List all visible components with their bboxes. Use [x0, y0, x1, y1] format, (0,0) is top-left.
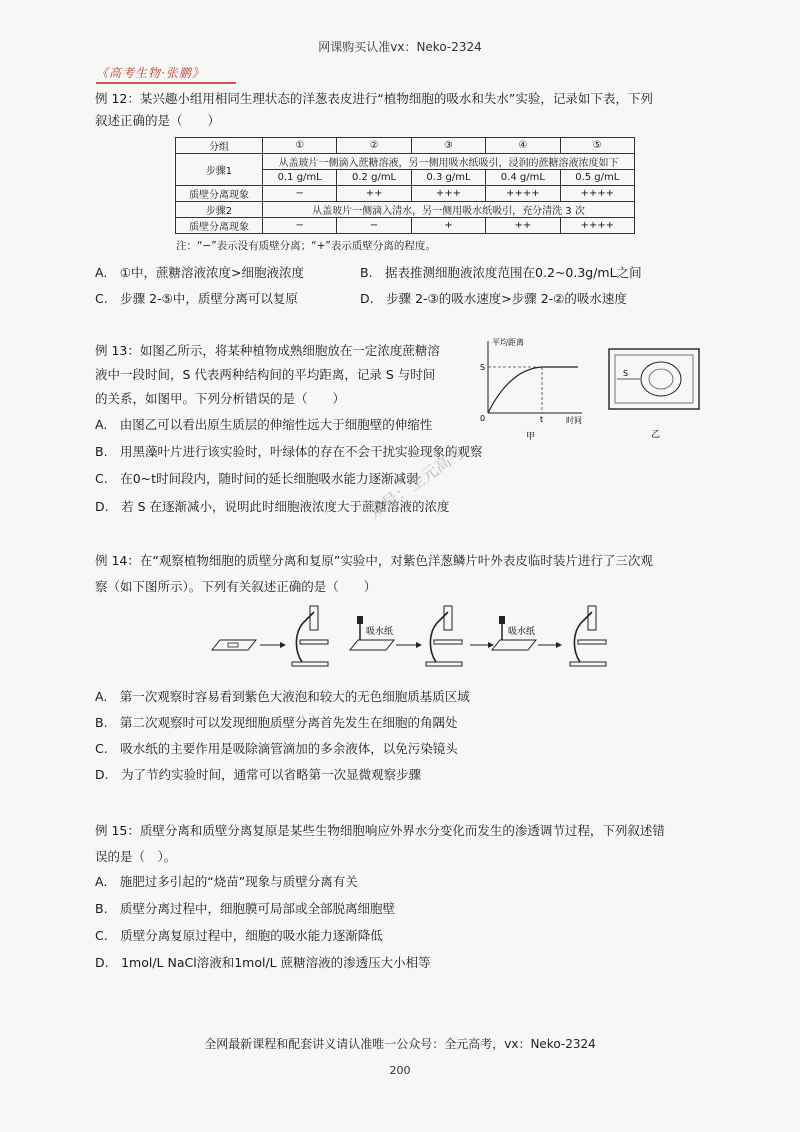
table-cell: +	[411, 218, 485, 234]
table-row	[176, 138, 635, 154]
arrow-4-head	[556, 642, 562, 648]
table-cell: ++	[486, 218, 560, 234]
table-row	[176, 186, 635, 202]
table-cell: −	[337, 218, 411, 234]
microscope-3	[570, 606, 606, 666]
q15-stem-line1: 例 15：质壁分离和质壁分离复原是某些生物细胞响应外界水分变化而发生的渗透调节过程，下列叙述错	[95, 823, 665, 838]
slide-1	[212, 640, 256, 650]
table-cell: ①	[263, 138, 337, 154]
q15-option-b: B. 质壁分离过程中，细胞膜可局部或全部脱离细胞壁	[95, 901, 396, 916]
figure-caption-jia: 甲	[526, 432, 536, 442]
brand-label: 《高考生物·张鹏》	[96, 66, 205, 80]
q13-stem-line3: 的关系，如图甲。下列分析错误的是（ ）	[95, 391, 346, 406]
table-cell: 0.3 g/mL	[411, 170, 485, 186]
s-curve	[488, 367, 578, 413]
q12-option-a: A. ①中，蔗糖溶液浓度>细胞液浓度	[95, 265, 304, 280]
table-cell: 质壁分离现象	[176, 218, 263, 234]
table-row	[176, 218, 635, 234]
blotting-paper-label-1: 吸水纸	[366, 627, 394, 637]
q13-option-b: B. 用黑藻叶片进行该实验时，叶绿体的存在不会干扰实验现象的观察	[95, 444, 483, 459]
microscope-1	[292, 606, 328, 666]
table-cell: ++++	[560, 186, 634, 202]
x-axis-label: 时间	[566, 416, 582, 425]
q12-option-d: D. 步骤 2-③的吸水速度>步骤 2-②的吸水速度	[360, 291, 627, 306]
vacuole	[649, 369, 673, 389]
q14-option-a: A. 第一次观察时容易看到紫色大液泡和较大的无色细胞质基质区域	[95, 689, 470, 704]
table-cell: 0.2 g/mL	[337, 170, 411, 186]
s-tick-label: S	[480, 363, 486, 372]
table-cell: 步骤2	[176, 202, 263, 218]
page-header: 网课购买认准vx：Neko-2324	[318, 40, 482, 54]
table-row	[176, 202, 635, 218]
origin-label: 0	[480, 414, 486, 423]
table-cell: 步骤1	[176, 154, 263, 186]
q13-stem-line1: 例 13：如图乙所示，将某种植物成熟细胞放在一定浓度蔗糖溶	[95, 343, 440, 358]
table-cell: −	[263, 186, 337, 202]
q15-option-c: C. 质壁分离复原过程中，细胞的吸水能力逐渐降低	[95, 928, 383, 943]
table-cell: 从盖玻片一侧滴入蔗糖溶液，另一侧用吸水纸吸引，浸润的蔗糖溶液浓度如下	[263, 154, 635, 170]
page-footer: 全网最新课程和配套讲义请认准唯一公众号：全元高考，vx：Neko-2324	[204, 1037, 596, 1051]
q14-option-d: D. 为了节约实验时间，通常可以省略第一次显微观察步骤	[95, 767, 422, 782]
q14-stem-line2: 察（如下图所示）。下列有关叙述正确的是（ ）	[95, 579, 377, 594]
table-cell: −	[263, 218, 337, 234]
table-cell: 0.1 g/mL	[263, 170, 337, 186]
q12-option-c: C. 步骤 2-⑤中，质壁分离可以复原	[95, 291, 298, 306]
table-cell: 从盖玻片一侧滴入清水，另一侧用吸水纸吸引，充分清洗 3 次	[263, 202, 635, 218]
table-cell: ⑤	[560, 138, 634, 154]
q14-option-b: B. 第二次观察时可以发现细胞质壁分离首先发生在细胞的角隅处	[95, 715, 458, 730]
s-label: S	[623, 369, 629, 378]
table-cell: 0.5 g/mL	[560, 170, 634, 186]
table-cell: ④	[486, 138, 560, 154]
table-cell: 0.4 g/mL	[486, 170, 560, 186]
arrow-3-head	[488, 642, 494, 648]
q13-figure-yi	[605, 345, 705, 445]
q13-option-d: D. 若 S 在逐渐减小，说明此时细胞液浓度大于蔗糖溶液的浓度	[95, 499, 450, 514]
q13-stem-line2: 液中一段时间，S 代表两种结构间的平均距离，记录 S 与时间	[95, 367, 436, 382]
table-cell: ++++	[560, 218, 634, 234]
table-row	[176, 154, 635, 170]
table-cell: 质壁分离现象	[176, 186, 263, 202]
q14-option-c: C. 吸水纸的主要作用是吸除滴管滴加的多余液体，以免污染镜头	[95, 741, 458, 756]
q14-procedure-figure	[210, 600, 630, 680]
table-cell: +++	[411, 186, 485, 202]
figure-caption-yi: 乙	[651, 430, 661, 440]
q13-option-c: C. 在0~t时间段内，随时间的延长细胞吸水能力逐渐减弱	[95, 471, 419, 486]
table-cell: ③	[411, 138, 485, 154]
microscope-2	[426, 606, 462, 666]
blotting-paper-label-2: 吸水纸	[508, 627, 536, 637]
q15-option-d: D. 1mol/L NaCl溶液和1mol/L 蔗糖溶液的渗透压大小相等	[95, 955, 431, 970]
t-tick-label: t	[540, 415, 544, 424]
y-axis-label: 平均距离	[492, 338, 524, 347]
q13-option-a: A. 由图乙可以看出原生质层的伸缩性远大于细胞壁的伸缩性	[95, 417, 433, 432]
table-cell: ②	[337, 138, 411, 154]
arrow-1-head	[280, 642, 286, 648]
q12-note: 注：“−”表示没有质壁分离；“+”表示质壁分离的程度。	[176, 240, 436, 252]
q15-stem-line2: 误的是（ ）。	[95, 849, 177, 864]
protoplast	[641, 362, 681, 396]
q14-stem-line1: 例 14：在“观察植物细胞的质壁分离和复原”实验中，对紫色洋葱鳞片叶外表皮临时装片进行了三次观	[95, 553, 653, 568]
arrow-2-head	[416, 642, 422, 648]
watermark: 众号：全元高考	[365, 442, 468, 523]
q12-table	[175, 137, 635, 234]
q12-option-b: B. 据表推测细胞液浓度范围在0.2~0.3g/mL之间	[360, 265, 642, 280]
q12-stem-line2: 叙述正确的是（ ）	[95, 113, 221, 128]
q15-option-a: A. 施肥过多引起的“烧苗”现象与质壁分离有关	[95, 874, 358, 889]
table-cell: 分组	[176, 138, 263, 154]
page-number: 200	[389, 1064, 411, 1077]
brand-underline	[96, 82, 236, 84]
q12-stem-line1: 例 12：某兴趣小组用相同生理状态的洋葱表皮进行“植物细胞的吸水和失水”实验，记录如下表，下列	[95, 91, 653, 106]
q13-figure-jia	[470, 335, 590, 445]
table-cell: ++	[337, 186, 411, 202]
table-cell: ++++	[486, 186, 560, 202]
